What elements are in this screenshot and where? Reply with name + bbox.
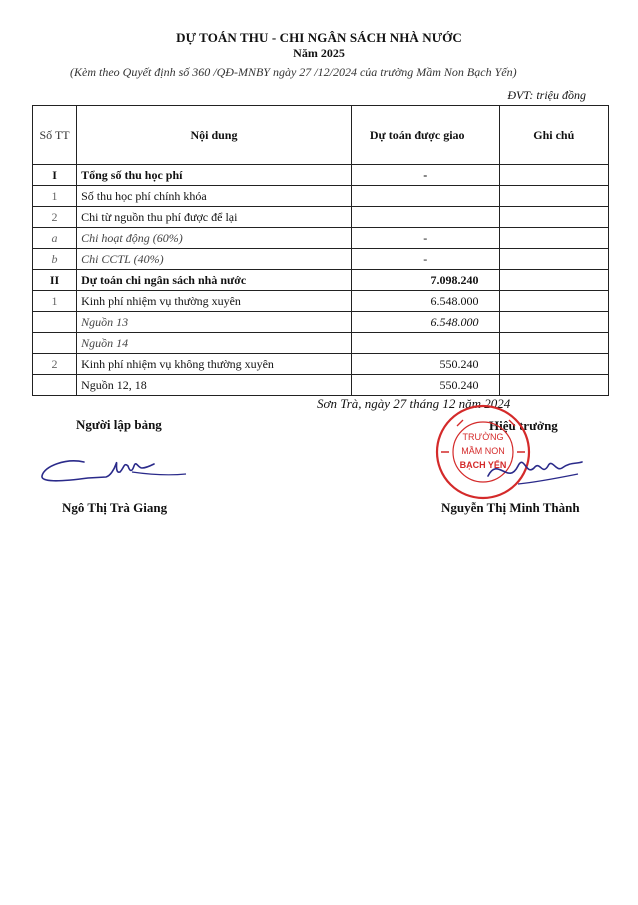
row-amount — [351, 186, 499, 207]
row-no: I — [33, 165, 77, 186]
row-amount: - — [351, 165, 499, 186]
row-content: Nguồn 13 — [77, 312, 352, 333]
row-no — [33, 312, 77, 333]
row-note — [499, 291, 608, 312]
row-amount: 7.098.240 — [351, 270, 499, 291]
header-amount: Dự toán được giao — [351, 106, 499, 165]
stamp-line3: BẠCH YẾN — [459, 460, 507, 470]
row-amount: 6.548.000 — [351, 312, 499, 333]
row-content: Chi CCTL (40%) — [77, 249, 352, 270]
table-row — [33, 333, 609, 354]
table-row — [33, 165, 609, 186]
row-no: 2 — [33, 354, 77, 375]
row-no: a — [33, 228, 77, 249]
header-note: Ghi chú — [499, 106, 608, 165]
table-row — [33, 249, 609, 270]
row-note — [499, 228, 608, 249]
budget-table — [32, 105, 609, 396]
row-amount: - — [351, 228, 499, 249]
row-amount: - — [351, 249, 499, 270]
preparer-name: Ngô Thị Trà Giang — [62, 500, 168, 515]
row-amount — [351, 333, 499, 354]
row-amount: 550.240 — [351, 354, 499, 375]
row-no — [33, 375, 77, 396]
row-note — [499, 249, 608, 270]
row-content: Chi từ nguồn thu phí được để lại — [77, 207, 352, 228]
row-content: Số thu học phí chính khóa — [77, 186, 352, 207]
unit-label: ĐVT: triệu đồng — [507, 88, 586, 102]
row-content: Tổng số thu học phí — [77, 165, 352, 186]
row-note — [499, 354, 608, 375]
table-row — [33, 270, 609, 291]
row-amount — [351, 207, 499, 228]
row-no — [33, 333, 77, 354]
stamp-line2: MẦM NON — [461, 446, 505, 456]
principal-title: Hiệu trưởng — [489, 418, 558, 433]
table-row — [33, 186, 609, 207]
row-content: Nguồn 12, 18 — [77, 375, 352, 396]
row-content: Nguồn 14 — [77, 333, 352, 354]
row-content: Kinh phí nhiệm vụ không thường xuyên — [77, 354, 352, 375]
row-amount: 6.548.000 — [351, 291, 499, 312]
row-no: 1 — [33, 291, 77, 312]
table-row — [33, 228, 609, 249]
document-year: Năm 2025 — [293, 46, 345, 60]
principal-signature — [478, 446, 588, 496]
stamp-line1: TRƯỜNG — [462, 432, 504, 442]
row-amount: 550.240 — [351, 375, 499, 396]
row-note — [499, 312, 608, 333]
header-content: Nội dung — [77, 106, 352, 165]
document-title: DỰ TOÁN THU - CHI NGÂN SÁCH NHÀ NƯỚC — [176, 30, 462, 45]
preparer-title: Người lập bảng — [76, 417, 162, 432]
row-content: Dự toán chi ngân sách nhà nước — [77, 270, 352, 291]
table-header-row — [33, 106, 609, 165]
row-no: 2 — [33, 207, 77, 228]
row-no: b — [33, 249, 77, 270]
table-row — [33, 354, 609, 375]
header-no: Số TT — [33, 106, 77, 165]
table-row — [33, 291, 609, 312]
row-content: Chi hoạt động (60%) — [77, 228, 352, 249]
row-content: Kinh phí nhiệm vụ thường xuyên — [77, 291, 352, 312]
table-row — [33, 375, 609, 396]
row-note — [499, 375, 608, 396]
row-no: 1 — [33, 186, 77, 207]
row-no: II — [33, 270, 77, 291]
row-note — [499, 333, 608, 354]
table-row — [33, 312, 609, 333]
place-date: Sơn Trà, ngày 27 tháng 12 năm 2024 — [317, 396, 511, 411]
table-row — [33, 207, 609, 228]
row-note — [499, 186, 608, 207]
preparer-signature — [36, 446, 196, 494]
row-note — [499, 165, 608, 186]
row-note — [499, 207, 608, 228]
principal-name: Nguyễn Thị Minh Thành — [441, 500, 580, 515]
decision-reference: (Kèm theo Quyết định số 360 /QĐ-MNBY ngày 27 /12/2024 của trường Mầm Non Bạch Yến) — [70, 65, 517, 79]
row-note — [499, 270, 608, 291]
